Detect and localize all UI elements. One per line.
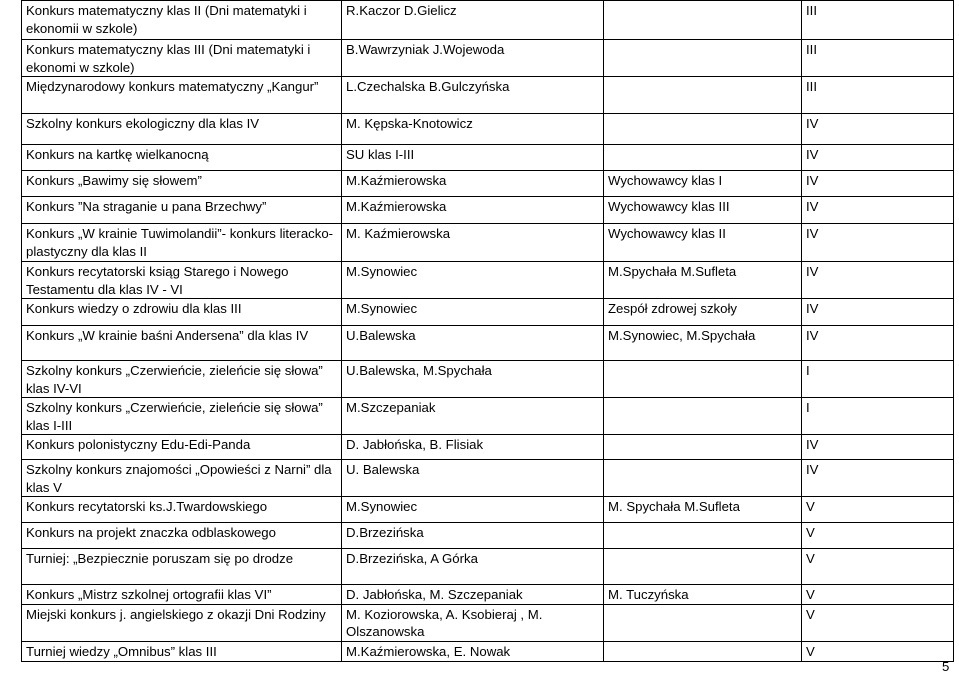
cell-name: Turniej: „Bezpiecznie poruszam się po drodze bbox=[22, 549, 342, 585]
cell-name: Szkolny konkurs znajomości „Opowieści z Narni” dla klas V bbox=[22, 460, 342, 497]
cell-helpers: Zespół zdrowej szkoły bbox=[604, 299, 802, 326]
cell-helpers bbox=[604, 641, 802, 661]
cell-helpers: Wychowawcy klas I bbox=[604, 171, 802, 197]
table-row bbox=[22, 549, 954, 585]
cell-org: U.Balewska, M.Spychała bbox=[342, 361, 604, 398]
cell-name: Konkurs recytatorski ks.J.Twardowskiego bbox=[22, 497, 342, 523]
cell-org: M. Kaźmierowska bbox=[342, 224, 604, 262]
cell-helpers: Wychowawcy klas II bbox=[604, 224, 802, 262]
cell-org: SU klas I-III bbox=[342, 145, 604, 171]
cell-helpers bbox=[604, 435, 802, 460]
cell-helpers: M. Spychała M.Sufleta bbox=[604, 497, 802, 523]
cell-org: B.Wawrzyniak J.Wojewoda bbox=[342, 40, 604, 77]
cell-name: Konkurs na projekt znaczka odblaskowego bbox=[22, 523, 342, 549]
cell-term: I bbox=[802, 398, 954, 435]
table-row bbox=[22, 299, 954, 326]
table-row bbox=[22, 435, 954, 460]
cell-helpers bbox=[604, 114, 802, 145]
cell-term: IV bbox=[802, 114, 954, 145]
cell-term: III bbox=[802, 77, 954, 114]
cell-name: Konkurs „Mistrz szkolnej ortografii klas VI” bbox=[22, 585, 342, 605]
cell-name: Konkurs polonistyczny Edu-Edi-Panda bbox=[22, 435, 342, 460]
cell-org: D.Brzezińska, A Górka bbox=[342, 549, 604, 585]
cell-term: IV bbox=[802, 460, 954, 497]
cell-org: M.Kaźmierowska bbox=[342, 197, 604, 224]
cell-name: Szkolny konkurs ekologiczny dla klas IV bbox=[22, 114, 342, 145]
cell-name: Międzynarodowy konkurs matematyczny „Kangur” bbox=[22, 77, 342, 114]
cell-term: III bbox=[802, 40, 954, 77]
competitions-table-body bbox=[22, 1, 954, 662]
cell-name: Miejski konkurs j. angielskiego z okazji Dni Rodziny bbox=[22, 604, 342, 641]
table-row bbox=[22, 145, 954, 171]
cell-term: IV bbox=[802, 171, 954, 197]
cell-name: Konkurs recytatorski ksiąg Starego i Nowego Testamentu dla klas IV - VI bbox=[22, 262, 342, 299]
cell-term: I bbox=[802, 361, 954, 398]
cell-term: V bbox=[802, 549, 954, 585]
cell-name: Szkolny konkurs „Czerwieńcie, zieleńcie się słowa” klas IV-VI bbox=[22, 361, 342, 398]
table-row bbox=[22, 585, 954, 605]
cell-org: M. Koziorowska, A. Ksobieraj , M. Olszanowska bbox=[342, 604, 604, 641]
table-row bbox=[22, 604, 954, 641]
cell-term: III bbox=[802, 1, 954, 40]
table-row bbox=[22, 1, 954, 40]
table-row bbox=[22, 460, 954, 497]
cell-term: IV bbox=[802, 197, 954, 224]
cell-name: Konkurs „Bawimy się słowem” bbox=[22, 171, 342, 197]
cell-term: V bbox=[802, 641, 954, 661]
table-row bbox=[22, 523, 954, 549]
cell-term: V bbox=[802, 585, 954, 605]
cell-org: R.Kaczor D.Gielicz bbox=[342, 1, 604, 40]
cell-helpers bbox=[604, 604, 802, 641]
table-row bbox=[22, 398, 954, 435]
table-row bbox=[22, 171, 954, 197]
cell-term: IV bbox=[802, 262, 954, 299]
cell-helpers bbox=[604, 40, 802, 77]
cell-name: Konkurs matematyczny klas III (Dni matematyki i ekonomi w szkole) bbox=[22, 40, 342, 77]
cell-helpers bbox=[604, 549, 802, 585]
table-row bbox=[22, 262, 954, 299]
cell-helpers bbox=[604, 523, 802, 549]
cell-name: Konkurs wiedzy o zdrowiu dla klas III bbox=[22, 299, 342, 326]
table-row bbox=[22, 497, 954, 523]
cell-helpers: M.Synowiec, M.Spychała bbox=[604, 326, 802, 361]
table-row bbox=[22, 224, 954, 262]
cell-org: M.Kaźmierowska bbox=[342, 171, 604, 197]
cell-org: D.Brzezińska bbox=[342, 523, 604, 549]
cell-term: IV bbox=[802, 326, 954, 361]
cell-term: V bbox=[802, 497, 954, 523]
cell-org: M.Szczepaniak bbox=[342, 398, 604, 435]
table-row bbox=[22, 326, 954, 361]
cell-helpers bbox=[604, 145, 802, 171]
table-row bbox=[22, 77, 954, 114]
cell-term: V bbox=[802, 523, 954, 549]
cell-name: Konkurs „W krainie baśni Andersena” dla klas IV bbox=[22, 326, 342, 361]
cell-helpers bbox=[604, 398, 802, 435]
competitions-table bbox=[21, 0, 954, 662]
cell-name: Konkurs „W krainie Tuwimolandii”- konkurs literacko-plastyczny dla klas II bbox=[22, 224, 342, 262]
cell-org: M.Synowiec bbox=[342, 299, 604, 326]
cell-name: Konkurs ”Na straganie u pana Brzechwy” bbox=[22, 197, 342, 224]
table-row bbox=[22, 40, 954, 77]
cell-term: IV bbox=[802, 224, 954, 262]
cell-term: IV bbox=[802, 145, 954, 171]
cell-helpers bbox=[604, 361, 802, 398]
cell-org: M. Kępska-Knotowicz bbox=[342, 114, 604, 145]
cell-helpers bbox=[604, 460, 802, 497]
cell-name: Turniej wiedzy „Omnibus” klas III bbox=[22, 641, 342, 661]
cell-helpers bbox=[604, 77, 802, 114]
cell-name: Konkurs na kartkę wielkanocną bbox=[22, 145, 342, 171]
table-row bbox=[22, 641, 954, 661]
cell-org: M.Synowiec bbox=[342, 262, 604, 299]
cell-helpers: M.Spychała M.Sufleta bbox=[604, 262, 802, 299]
cell-term: IV bbox=[802, 435, 954, 460]
cell-name: Szkolny konkurs „Czerwieńcie, zieleńcie się słowa” klas I-III bbox=[22, 398, 342, 435]
cell-name: Konkurs matematyczny klas II (Dni matematyki i ekonomii w szkole) bbox=[22, 1, 342, 40]
cell-helpers: Wychowawcy klas III bbox=[604, 197, 802, 224]
cell-org: U. Balewska bbox=[342, 460, 604, 497]
cell-org: D. Jabłońska, B. Flisiak bbox=[342, 435, 604, 460]
page-number: 5 bbox=[942, 659, 950, 674]
cell-term: V bbox=[802, 604, 954, 641]
table-row bbox=[22, 114, 954, 145]
cell-org: M.Synowiec bbox=[342, 497, 604, 523]
cell-org: M.Kaźmierowska, E. Nowak bbox=[342, 641, 604, 661]
cell-helpers bbox=[604, 1, 802, 40]
cell-org: L.Czechalska B.Gulczyńska bbox=[342, 77, 604, 114]
table-row bbox=[22, 361, 954, 398]
cell-org: U.Balewska bbox=[342, 326, 604, 361]
table-row bbox=[22, 197, 954, 224]
cell-helpers: M. Tuczyńska bbox=[604, 585, 802, 605]
cell-term: IV bbox=[802, 299, 954, 326]
cell-org: D. Jabłońska, M. Szczepaniak bbox=[342, 585, 604, 605]
